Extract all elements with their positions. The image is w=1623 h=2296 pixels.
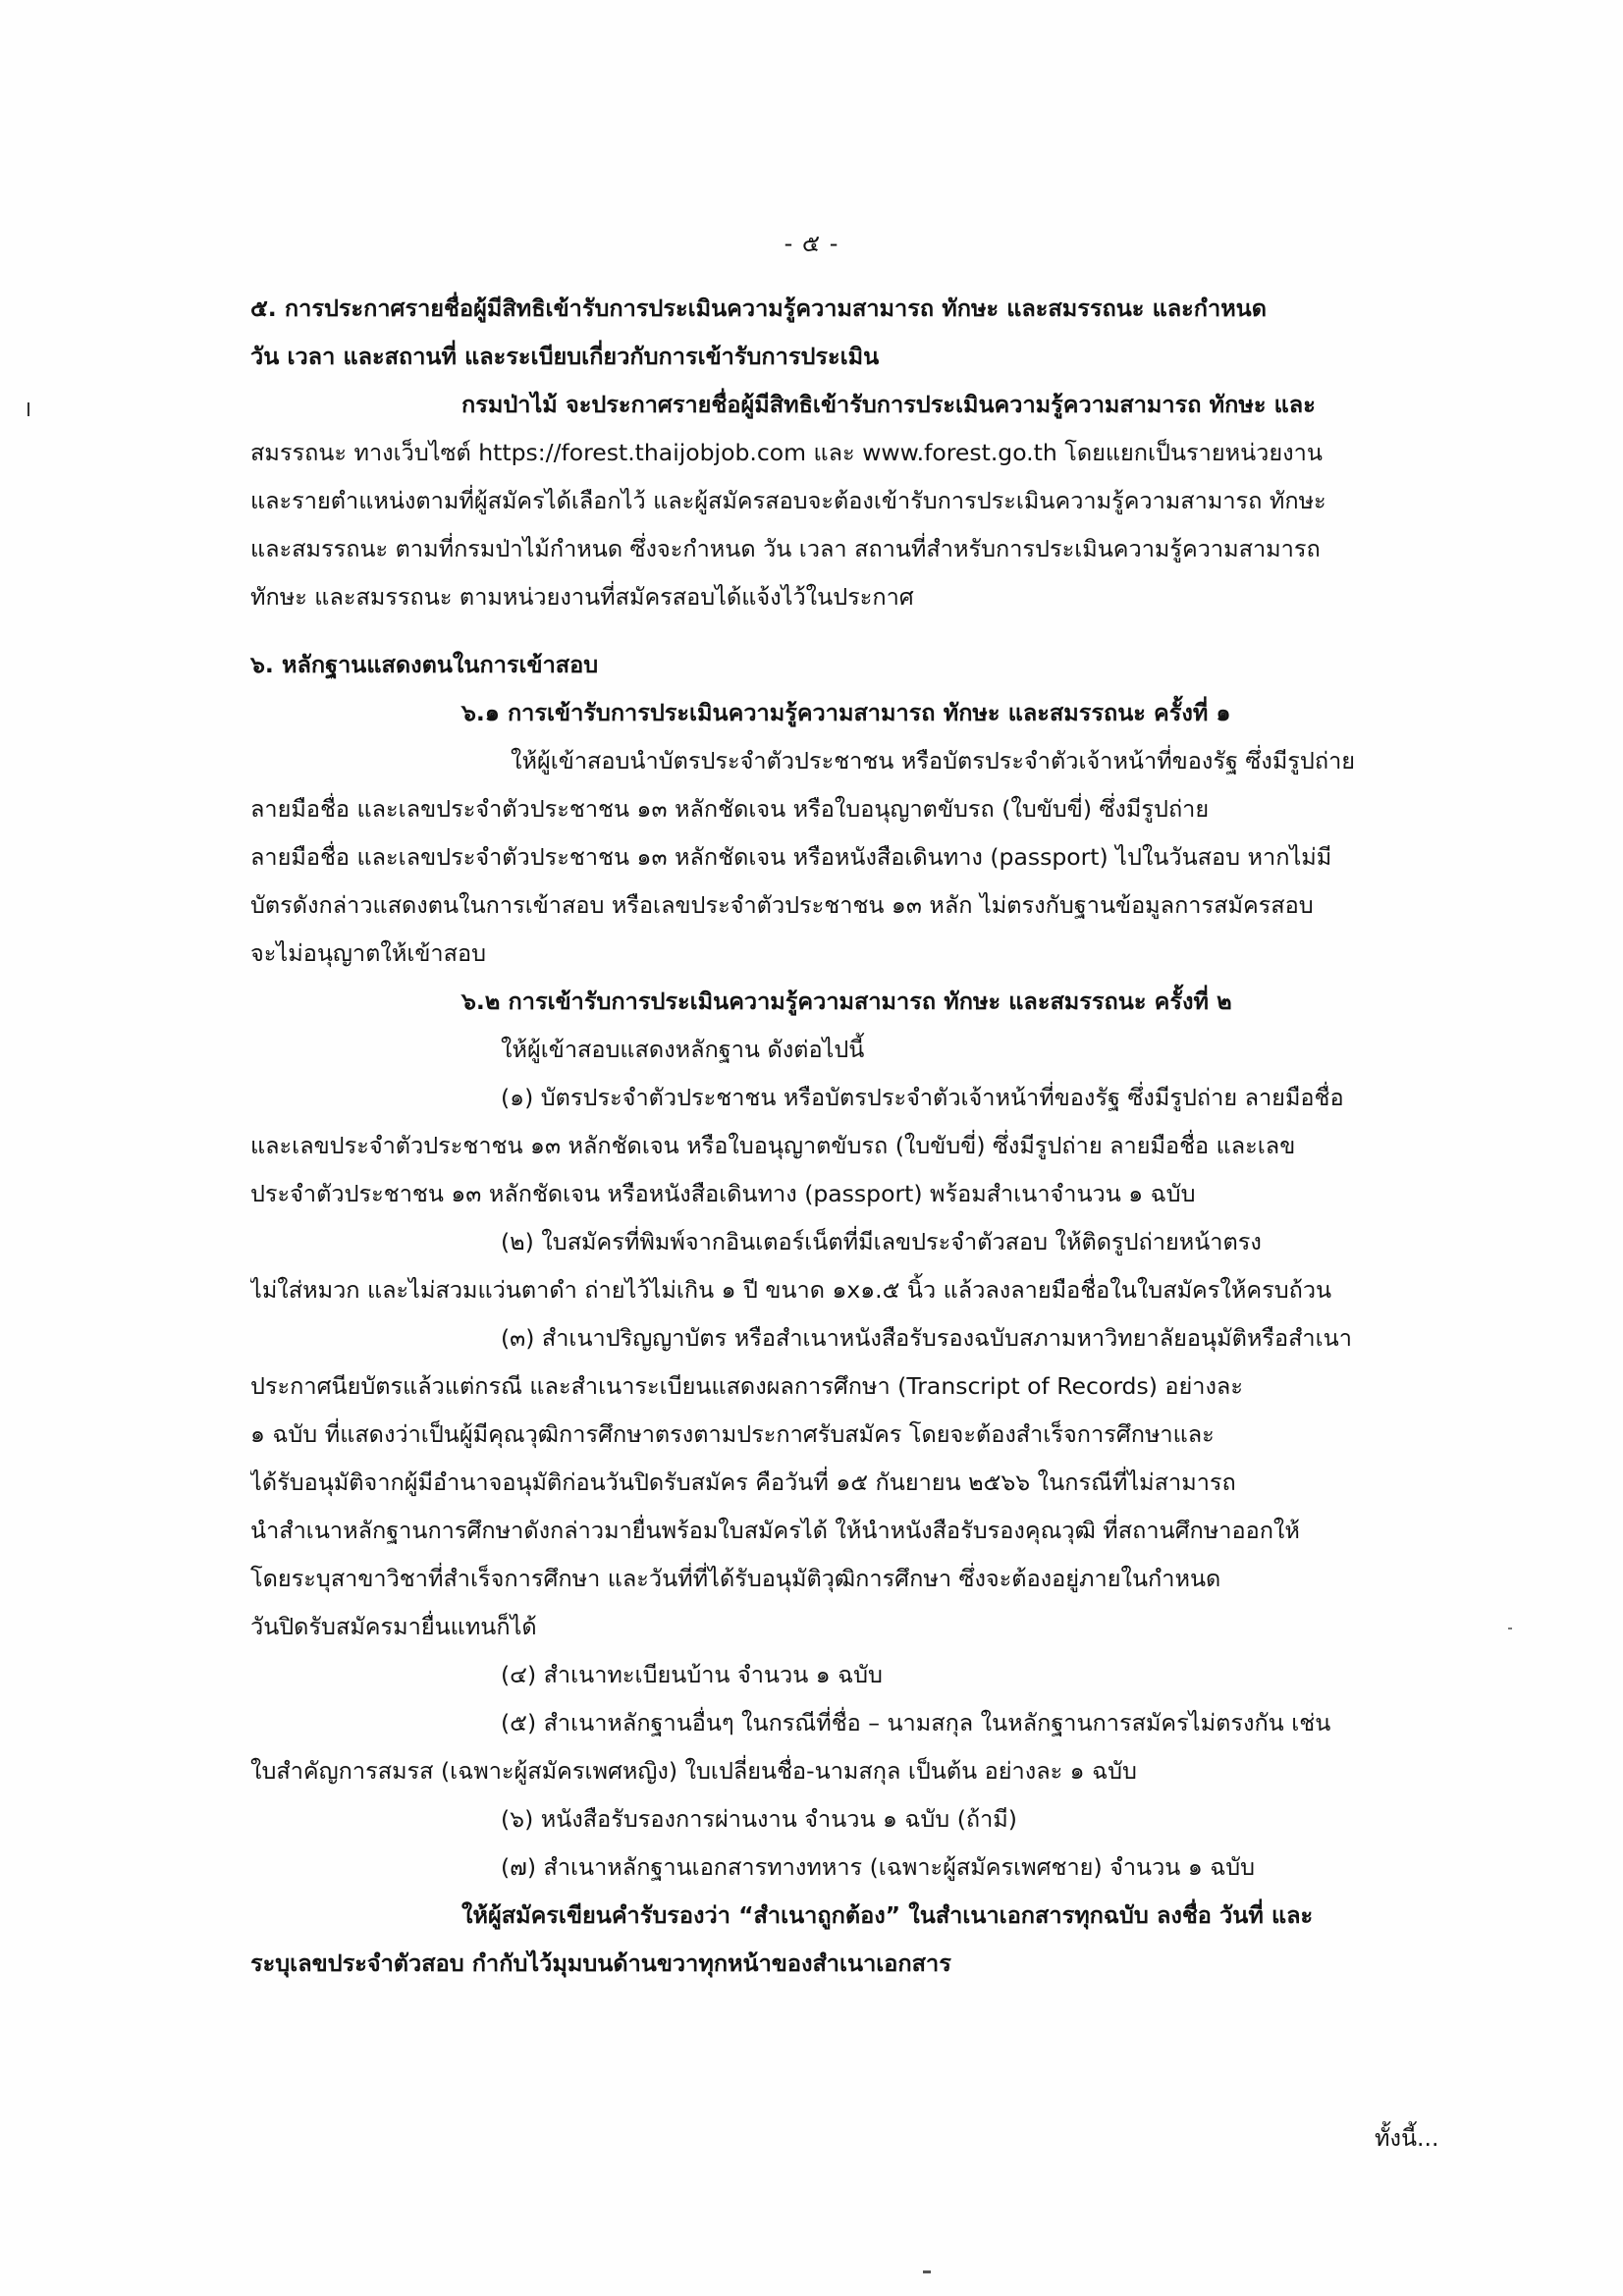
text-line: (๕) สำเนาหลักฐานอื่นๆ ในกรณีที่ชื่อ – นามสกุล ในหลักฐานการสมัครไม่ตรงกัน เช่น <box>501 1709 1331 1736</box>
text-line: ประจำตัวประชาชน ๑๓ หลักชัดเจน หรือหนังสือเดินทาง (passport) พร้อมสำเนาจำนวน ๑ ฉบับ <box>250 1180 1196 1207</box>
text-line: (๔) สำเนาทะเบียนบ้าน จำนวน ๑ ฉบับ <box>501 1661 883 1688</box>
text-line: วันปิดรับสมัครมายื่นแทนก็ได้ <box>250 1613 537 1640</box>
paragraph-gap <box>250 621 1512 641</box>
document-body <box>250 285 1512 1988</box>
text-line: ๖.๑ การเข้ารับการประเมินความรู้ความสามารถ ทักษะ และสมรรถนะ ครั้งที่ ๑ <box>461 699 1231 726</box>
margin-mark <box>27 402 29 416</box>
text-line: ไม่ใส่หมวก และไม่สวมแว่นตาดำ ถ่ายไว้ไม่เกิน ๑ ปี ขนาด ๑x๑.๕ นิ้ว แล้วลงลายมือชื่อในใบสมัครให้ครบถ้วน <box>250 1276 1332 1304</box>
text-line: ให้ผู้สมัครเขียนคำรับรองว่า “สำเนาถูกต้อง” ในสำเนาเอกสารทุกฉบับ ลงชื่อ วันที่ และ <box>461 1901 1314 1929</box>
text-line: (๒) ใบสมัครที่พิมพ์จากอินเตอร์เน็ตที่มีเลขประจำตัวสอบ ให้ติดรูปถ่ายหน้าตรง <box>501 1228 1262 1255</box>
text-line: และรายตำแหน่งตามที่ผู้สมัครได้เลือกไว้ และผู้สมัครสอบจะต้องเข้ารับการประเมินความรู้ความสามารถ ทักษะ <box>250 487 1326 514</box>
text-line: โดยระบุสาขาวิชาที่สำเร็จการศึกษา และวันที่ที่ได้รับอนุมัติวุฒิการศึกษา ซึ่งจะต้องอยู่ภายในกำหนด <box>250 1565 1221 1592</box>
text-line: (๖) หนังสือรับรองการผ่านงาน จำนวน ๑ ฉบับ (ถ้ามี) <box>501 1805 1017 1833</box>
bottom-mark <box>923 2270 931 2273</box>
text-line: จะไม่อนุญาตให้เข้าสอบ <box>250 939 486 967</box>
text-line: ได้รับอนุมัติจากผู้มีอำนาจอนุมัติก่อนวันปิดรับสมัคร คือวันที่ ๑๕ กันยายน ๒๕๖๖ ในกรณีที่ไม่สามารถ <box>250 1468 1236 1496</box>
text-line: ๖. หลักฐานแสดงตนในการเข้าสอบ <box>250 651 599 678</box>
text-line: ประกาศนียบัตรแล้วแต่กรณี และสำเนาระเบียนแสดงผลการศึกษา (Transcript of Records) อย่างละ <box>250 1372 1243 1400</box>
text-line: ลายมือชื่อ และเลขประจำตัวประชาชน ๑๓ หลักชัดเจน หรือหนังสือเดินทาง (passport) ไปในวันสอบ หากไม่มี <box>250 843 1332 871</box>
text-line: นำสำเนาหลักฐานการศึกษาดังกล่าวมายื่นพร้อมใบสมัครได้ ให้นำหนังสือรับรองคุณวุฒิ ที่สถานศึกษาออกให้ <box>250 1517 1300 1544</box>
text-line: (๑) บัตรประจำตัวประชาชน หรือบัตรประจำตัวเจ้าหน้าที่ของรัฐ ซึ่งมีรูปถ่าย ลายมือชื่อ <box>501 1084 1344 1111</box>
text-line: ทักษะ และสมรรถนะ ตามหน่วยงานที่สมัครสอบได้แจ้งไว้ในประกาศ <box>250 583 914 611</box>
text-line: กรมป่าไม้ จะประกาศรายชื่อผู้มีสิทธิเข้ารับการประเมินความรู้ความสามารถ ทักษะ และ <box>461 391 1316 418</box>
text-line: ๖.๒ การเข้ารับการประเมินความรู้ความสามารถ ทักษะ และสมรรถนะ ครั้งที่ ๒ <box>461 988 1232 1015</box>
text-line: ใบสำคัญการสมรส (เฉพาะผู้สมัครเพศหญิง) ใบเปลี่ยนชื่อ-นามสกุล เป็นต้น อย่างละ ๑ ฉบับ <box>250 1757 1137 1785</box>
text-line: สมรรถนะ ทางเว็บไซต์ https://forest.thaijobjob.com และ www.forest.go.th โดยแยกเป็นรายหน่วยงาน <box>250 439 1323 466</box>
text-line: ๕. การประกาศรายชื่อผู้มีสิทธิเข้ารับการประเมินความรู้ความสามารถ ทักษะ และสมรรถนะ และกำหนด <box>250 294 1268 322</box>
text-line: และเลขประจำตัวประชาชน ๑๓ หลักชัดเจน หรือใบอนุญาตขับรถ (ใบขับขี่) ซึ่งมีรูปถ่าย ลายมือชื่อ และเลข <box>250 1132 1296 1159</box>
text-line: (๗) สำเนาหลักฐานเอกสารทางทหาร (เฉพาะผู้สมัครเพศชาย) จำนวน ๑ ฉบับ <box>501 1853 1256 1881</box>
text-line: ระบุเลขประจำตัวสอบ กำกับไว้มุมบนด้านขวาทุกหน้าของสำเนาเอกสาร <box>250 1949 951 1977</box>
text-line: ให้ผู้เข้าสอบแสดงหลักฐาน ดังต่อไปนี้ <box>501 1036 865 1063</box>
text-line: บัตรดังกล่าวแสดงตนในการเข้าสอบ หรือเลขประจำตัวประชาชน ๑๓ หลัก ไม่ตรงกับฐานข้อมูลการสมัครสอบ <box>250 891 1314 919</box>
continuation-word: ทั้งนี้... <box>1375 2124 1439 2152</box>
text-line: ๑ ฉบับ ที่แสดงว่าเป็นผู้มีคุณวุฒิการศึกษาตรงตามประกาศรับสมัคร โดยจะต้องสำเร็จการศึกษาและ <box>250 1420 1215 1448</box>
text-line: (๓) สำเนาปริญญาบัตร หรือสำเนาหนังสือรับรองฉบับสภามหาวิทยาลัยอนุมัติหรือสำเนา <box>501 1324 1352 1352</box>
text-line: และสมรรถนะ ตามที่กรมป่าไม้กำหนด ซึ่งจะกำหนด วัน เวลา สถานที่สำหรับการประเมินความรู้ความสามารถ <box>250 535 1321 562</box>
page-number: - ๕ - <box>784 230 839 257</box>
text-line: วัน เวลา และสถานที่ และระเบียบเกี่ยวกับการเข้ารับการประเมิน <box>250 343 880 370</box>
text-line: ลายมือชื่อ และเลขประจำตัวประชาชน ๑๓ หลักชัดเจน หรือใบอนุญาตขับรถ (ใบขับขี่) ซึ่งมีรูปถ่าย <box>250 795 1210 823</box>
text-line: ให้ผู้เข้าสอบนำบัตรประจำตัวประชาชน หรือบัตรประจำตัวเจ้าหน้าที่ของรัฐ ซึ่งมีรูปถ่าย <box>511 747 1356 774</box>
